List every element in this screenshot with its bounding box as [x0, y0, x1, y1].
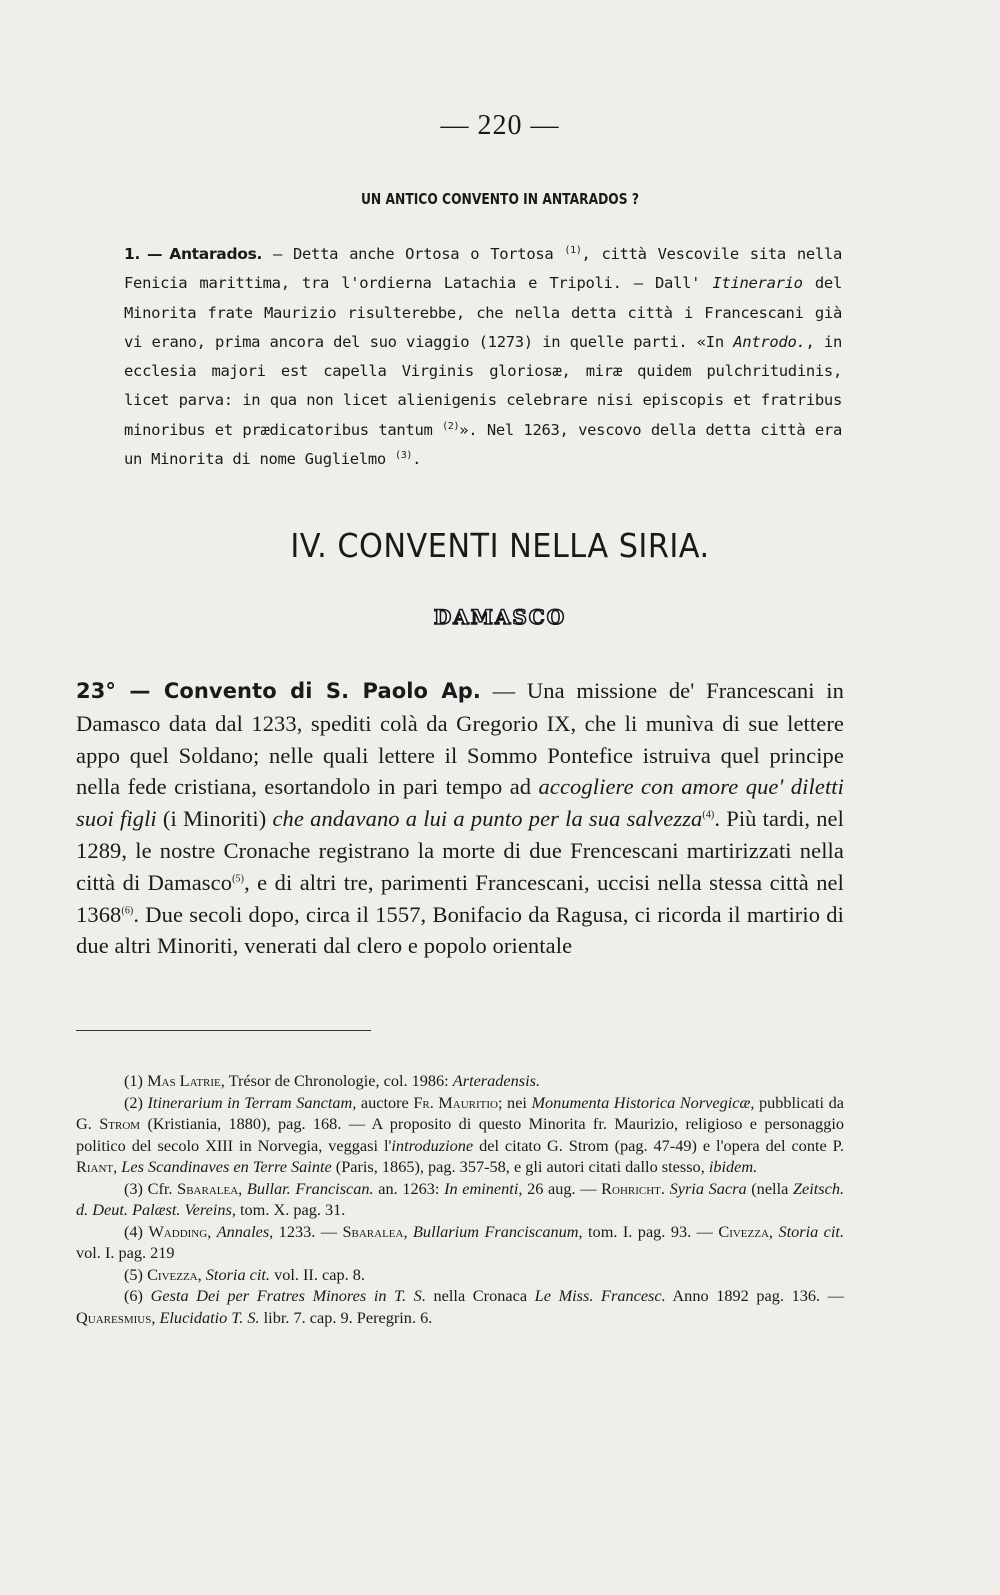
paragraph-lead: 23° — Convento di S. Paolo Ap.: [76, 679, 481, 703]
paragraph-text: . Più tardi, nel 1289, le nostre Cronache registrano la morte di due Frencescani martirizzati nella città di Damasco: [76, 806, 844, 895]
footnote-ref-6: (6): [121, 905, 134, 917]
italic-quote: che andavano a lui a punto per la sua salvezza: [272, 806, 703, 832]
paragraph-text: , in ecclesia majori est capella Virginis gloriosæ, miræ quidem pulchritudinis, licet parva: in qua non licet alienigenis celebrare nisi episcopis et fratribus minoribus et prædicatoribus tantum: [124, 332, 842, 439]
paragraph-text: (i Minoriti): [156, 806, 273, 832]
footnotes: [76, 1070, 844, 1328]
paragraph-text: — Una missione de' Francescani in Damasco data dal 1233, spediti colà da Gregorio IX, che li munìva di sue lettere appo quel Soldano; nelle quali lettere il Sommo Pontefice istruiva quel principe nella fede cristiana, esortandolo in pari tempo ad: [76, 678, 844, 800]
paragraph-text: , città Vescovile sita nella Fenicia marittima, tra l'ordierna Latachia e Tripoli. — Dall': [124, 245, 842, 293]
paragraph-text: del Minorita frate Maurizio risulterebbe, che nella detta città i Francescani già vi erano, prima ancora del suo viaggio (1273) in quelle parti. «In: [124, 274, 842, 351]
footnote-ref-5: (5): [232, 873, 245, 885]
paragraph-text: . Due secoli dopo, circa il 1557, Bonifacio da Ragusa, ci ricorda il martirio di due altri Minoriti, venerati dal clero e popolo orientale: [76, 901, 844, 959]
footnote-5: (5) Civezza, Storia cit. vol. II. cap. 8.: [124, 1264, 365, 1284]
chapter-title: IV. CONVENTI NELLA SIRIA.: [290, 526, 710, 565]
paragraph-antarados: [124, 240, 842, 474]
footnote-3: (3) Cfr. Sbaralea, Bullar. Franciscan. an. 1263: In eminenti, 26 aug. — Rohricht. Syria Sacra (nella Zeitsch. d. Deut. Palæst. Vereins, tom. X. pag. 31.: [76, 1178, 845, 1219]
italic-quote: accogliere con amore que' diletti suoi figli: [76, 774, 844, 832]
footnote-ref-2: (2): [442, 420, 460, 432]
footnote-1: (1) Mas Latrie, Trésor de Chronologie, col. 1986: Arteradensis.: [124, 1071, 541, 1090]
footnote-ref-3: (3): [394, 449, 413, 461]
paragraph-text: , e di altri tre, parimenti Francescani, uccisi nella stessa città nel 1368: [76, 869, 844, 927]
paragraph-lead: 1. — Antarados.: [124, 245, 263, 263]
section-heading: UN ANTICO CONVENTO IN ANTARADOS ?: [360, 190, 640, 208]
footnote-2: (2) Itinerarium in Terram Sanctam, auctore Fr. Mauritio; nei Monumenta Historica Norvegicæ, pubblicati da G. Strom (Kristiania, 1880), pag. 168. — A proposito di questo Minorita fr. Maurizio, religioso e personaggio politico del secolo XIII in Norvegia, veggasi l'introduzione del citato G. Strom (pag. 47-49) e l'opera del conte P. Riant, Les Scandinaves en Terre Sainte (Paris, 1865), pag. 357-58, e gli autori citati dallo stesso, ibidem.: [76, 1092, 844, 1176]
page-number: — 220 —: [440, 110, 560, 141]
italic-place: Antrodo.: [733, 332, 806, 351]
footnote-ref-1: (1): [564, 244, 582, 256]
paragraph-convento-s-paolo: [76, 675, 844, 962]
footnote-ref-4: (4): [702, 809, 715, 821]
footnote-6: (6) Gesta Dei per Fratres Minores in T. S. nella Cronaca Le Miss. Francesc. Anno 1892 pag. 136. — Quaresmius, Elucidatio T. S. libr. 7. cap. 9. Peregrin. 6.: [76, 1286, 845, 1327]
footnote-4: (4) Wadding, Annales, 1233. — Sbaralea, Bullarium Franciscanum, tom. I. pag. 93. — Civezza, Storia cit. vol. I. pag. 219: [76, 1221, 845, 1262]
footnote-divider: [76, 1030, 371, 1031]
paragraph-text: .: [412, 450, 422, 469]
paragraph-text: — Detta anche Ortosa o Tortosa: [262, 245, 565, 263]
city-title: DAMASCO: [433, 605, 567, 629]
paragraph-text: ». Nel 1263, vescovo della detta città era un Minorita di nome Guglielmo: [124, 420, 842, 469]
italic-title: Itinerario: [712, 274, 803, 293]
